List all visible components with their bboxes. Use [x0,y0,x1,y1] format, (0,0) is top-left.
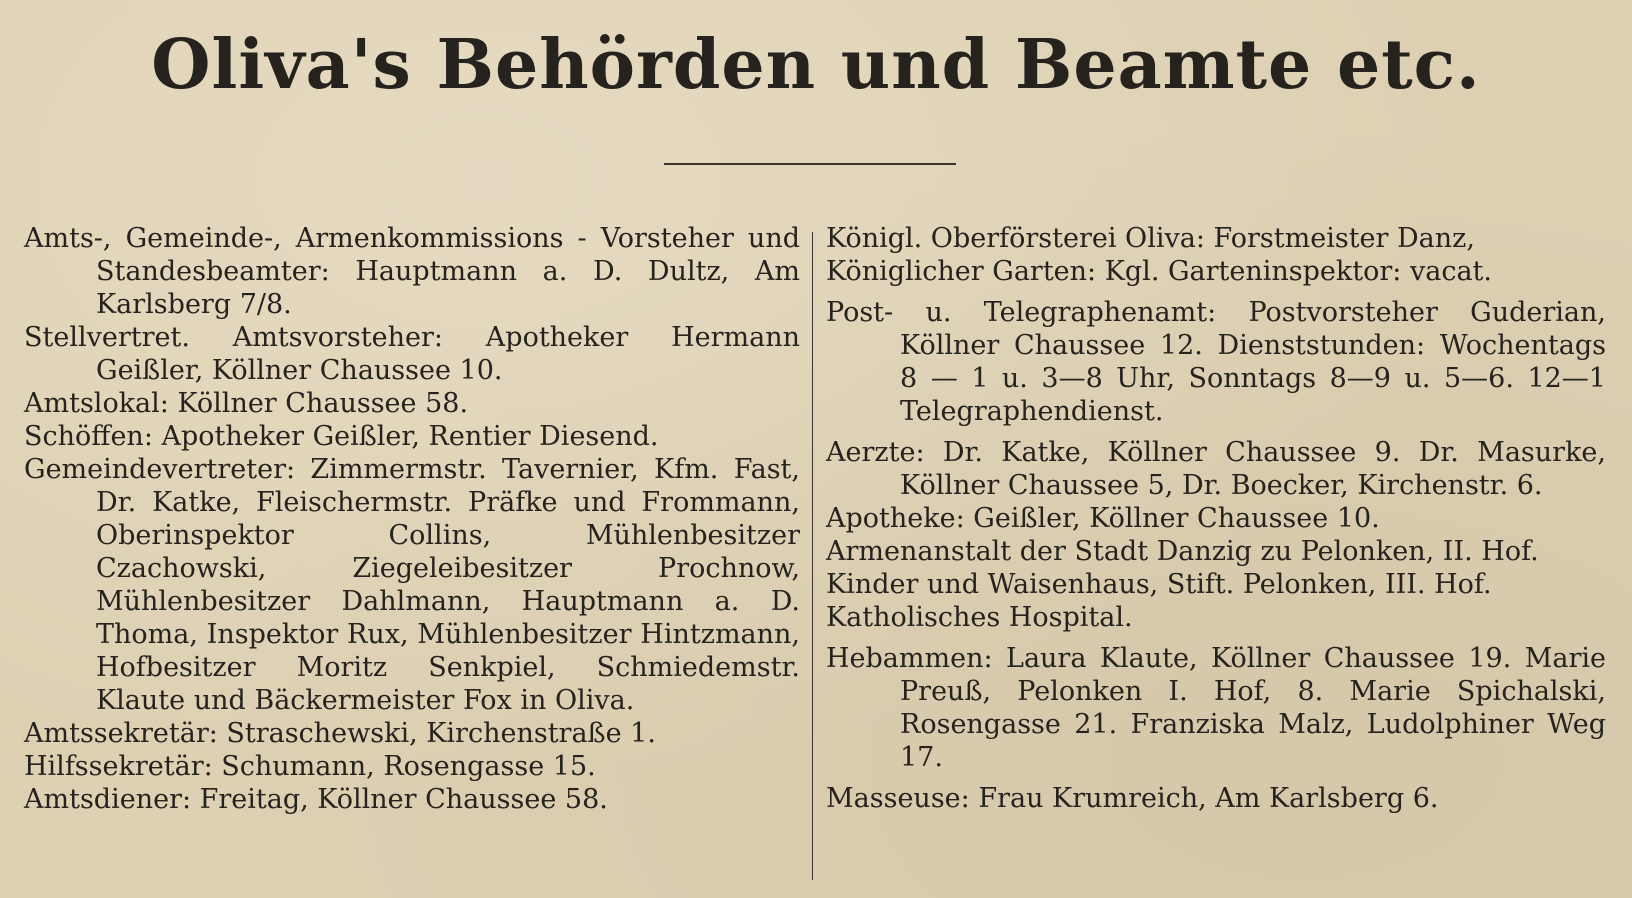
entry-postamt: Post- u. Telegraphenamt: Postvorsteher Guderian, Köllner Chaussee 12. Dienststunden: Wochentags 8 — 1 u. 3—8 Uhr, Sonntags 8—9 u. 5—6. 12—1 Telegraphendienst. [826,297,1606,427]
entry-schoeffen: Schöffen: Apotheker Geißler, Rentier Diesend. [24,421,659,452]
entry-stellvertreter: Stellvertret. Amtsvorsteher: Apotheker Hermann Geißler, Köllner Chaussee 10. [24,322,800,386]
entry-aerzte: Aerzte: Dr. Katke, Köllner Chaussee 9. Dr. Masurke, Köllner Chaussee 5, Dr. Boecker, Kirchenstr. 6. [826,437,1606,501]
title-divider [664,163,956,165]
entry-masseuse: Masseuse: Frau Krumreich, Am Karlsberg 6. [826,783,1439,814]
entry-oberfoersterei: Königl. Oberförsterei Oliva: Forstmeister Danz, [826,223,1475,254]
column-divider [812,232,813,880]
entry-amtsdiener: Amtsdiener: Freitag, Köllner Chaussee 58. [24,784,608,815]
entry-koeniglicher-garten: Königlicher Garten: Kgl. Garteninspektor: vacat. [826,256,1492,287]
entry-hebammen: Hebammen: Laura Klaute, Köllner Chaussee 19. Marie Preuß, Pelonken I. Hof, 8. Marie Spichalski, Rosengasse 21. Franziska Malz, Ludolphiner Weg 17. [826,643,1606,773]
entry-gemeindevertreter: Gemeindevertreter: Zimmermstr. Tavernier, Kfm. Fast, Dr. Katke, Fleischermstr. Präfke und Frommann, Oberinspektor Collins, Mühlenbesitzer Czachowski, Ziegeleibesitzer Prochnow, Mühlenbesitzer Dahlmann, Hauptmann a. D. Thoma, Inspektor Rux, Mühlenbesitzer Hintzmann, Hofbesitzer Moritz Senkpiel, Schmiedemstr. Klaute und Bäckermeister Fox in Oliva. [24,454,800,716]
entry-waisenhaus: Kinder und Waisenhaus, Stift. Pelonken, III. Hof. [826,569,1492,600]
entry-armenanstalt: Armenanstalt der Stadt Danzig zu Pelonken, II. Hof. [826,536,1539,567]
entry-apotheke: Apotheke: Geißler, Köllner Chaussee 10. [826,503,1380,534]
left-column [24,222,800,816]
entry-hilfssekretaer: Hilfssekretär: Schumann, Rosengasse 15. [24,751,596,782]
entry-amtssekretaer: Amtssekretär: Straschewski, Kirchenstraße 1. [24,718,656,749]
entry-amtsvorsteher: Amts-, Gemeinde-, Armenkommissions - Vorsteher und Standesbeamter: Hauptmann a. D. Dultz, Am Karlsberg 7/8. [24,223,800,320]
entry-amtslokal: Amtslokal: Köllner Chaussee 58. [24,388,469,419]
entry-hospital: Katholisches Hospital. [826,602,1133,633]
right-column [826,222,1606,815]
page-title: Oliva's Behörden und Beamte etc. [151,25,1481,105]
